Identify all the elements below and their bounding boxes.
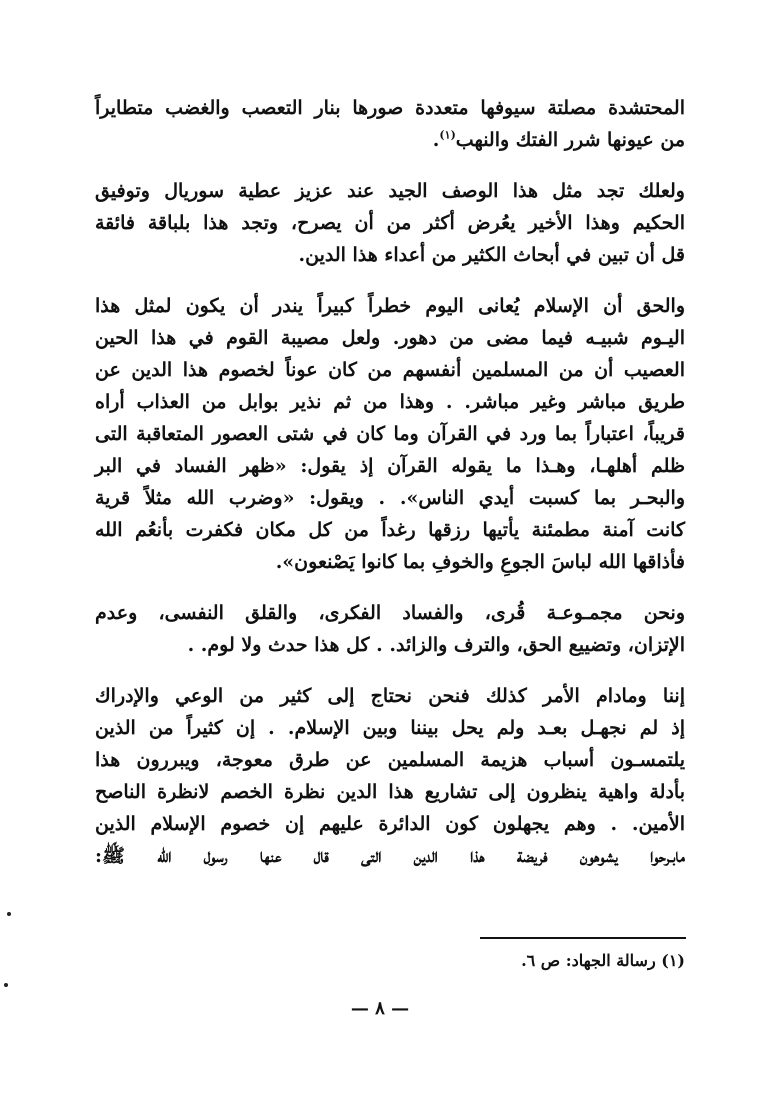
text-line: إننا ومادام الأمر كذلك فنحن نحتاج إلى كثير من الوعي والإدراك [95, 685, 685, 707]
text-line: الأمين. . وهم يجهلون كون الدائرة عليهم إن خصوم الإسلام الذين [95, 813, 685, 835]
footnote: (١) رسالة الجهاد: ص ٦. [521, 951, 685, 970]
text-line: فأذاقها الله لباسَ الجوعِ والخوفِ بما كانوا يَصْنعون». [275, 551, 685, 573]
paragraph-4 [95, 597, 685, 661]
text-line: مابـرحوا يشوهون فريضة هذا الدين التى قال عنها رسول الله ﷺ: [95, 845, 685, 867]
text-line: قريباً، اعتباراً بما ورد في القرآن وما كان في شتى العصور المتعاقبة التى [95, 423, 685, 445]
text-line: المحتشدة مصلتة سيوفها متعددة صورها بنار التعصب والغضب متطايراً [95, 97, 685, 119]
text-line: ونحن مجمـوعـة قُرى، والفساد الفكرى، والقلق النفسى، وعدم [95, 602, 685, 624]
text-line: بأدلة واهية ينظرون إلى تشاريع هذا الدين نظرة الخصم لانظرة الناصح [95, 781, 685, 803]
text-line [95, 124, 685, 156]
text-line: ولعلك تجد مثل هذا الوصف الجيد عند عزيز عطية سوريال وتوفيق [95, 180, 685, 202]
text-line: ظلم أهلهـا، وهـذا ما يقوله القرآن إذ يقول: «ظهر الفساد في البر [95, 455, 685, 477]
scan-speck [7, 912, 11, 916]
text-line: طريق مباشر وغير مباشر. . وهذا من ثم نذير بوابل من العذاب أراه [95, 391, 685, 413]
scan-speck [4, 983, 8, 987]
footnote-reference: (١) [439, 128, 456, 142]
sentence-end: . [432, 129, 440, 151]
text-line: والحق أن الإسلام يُعانى اليوم خطراً كبيراً يندر أن يكون لمثل هذا [95, 295, 685, 317]
text-line-content: من عيونها شرر الفتك والنهب [455, 129, 685, 151]
text-line: العصيب أن من المسلمين أنفسهم من كان عوناً لخصوم هذا الدين عن [95, 359, 685, 381]
text-line: قل أن تبين في أبحاث الكثير من أعداء هذا الدين. [298, 244, 685, 266]
paragraph-1 [95, 92, 685, 156]
text-line: إذ لم نجهـل بعـد ولم يحل بيننا وبين الإسلام. . إن كثيراً من الذين [95, 717, 685, 739]
text-line: الإتزان، وتضييع الحق، والترف والزائد. . كل هذا حدث ولا لوم. . [187, 634, 685, 656]
footnote-separator [480, 937, 686, 939]
paragraph-3 [95, 290, 685, 578]
page-number: — ٨ — [350, 998, 410, 1019]
text-line: الحكيم وهذا الأخير يعُرض أكثر من أن يصرح، وتجد هذا بلباقة فائقة [95, 212, 685, 234]
text-line: كانت آمنة مطمئنة يأتيها رزقها رغداً من كل مكان فكفرت بأنعُم الله [95, 519, 685, 541]
text-line: يلتمسـون أسباب هزيمة المسلمين عن طرق معوجة، ويبررون هذا [95, 749, 685, 771]
paragraph-2 [95, 175, 685, 271]
paragraph-5 [95, 680, 685, 872]
text-line: والبحـر بما كسبت أيدي الناس». . ويقول: «وضرب الله مثلاً قرية [95, 487, 685, 509]
body-text [95, 92, 685, 872]
text-line: اليـوم شبيـه فيما مضى من دهور. ولعل مصيبة القوم في هذا الحين [95, 327, 685, 349]
